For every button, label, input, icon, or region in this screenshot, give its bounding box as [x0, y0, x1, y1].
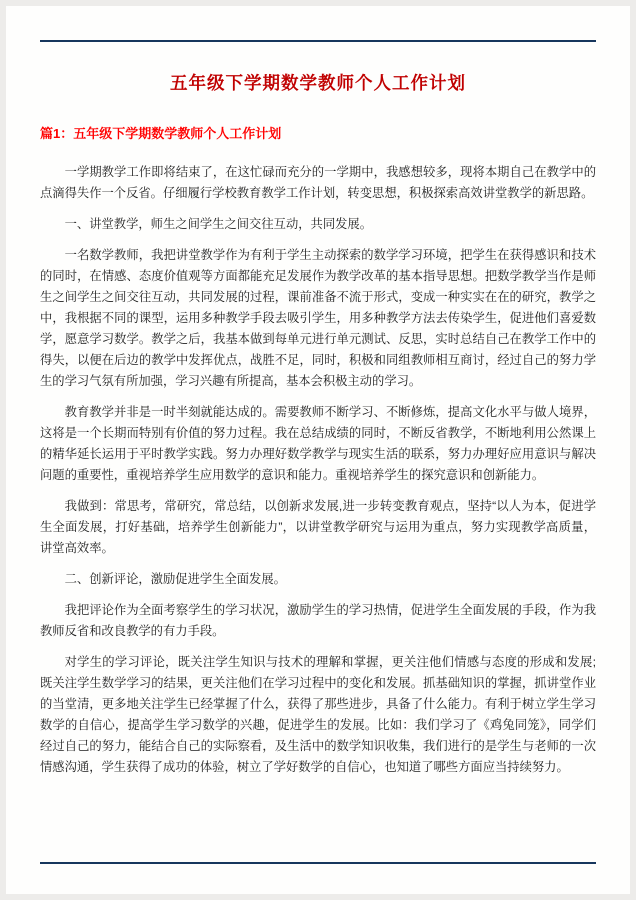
paragraph-classroom-teaching: 一名数学教师，我把讲堂教学作为有利于学生主动探索的数学学习环境，把学生在获得感识和技术的同时，在情感、态度价值观等方面都能充足发展作为教学改革的基本指导思想。把数学教学当作是师生之间学生之间交往互动，共同发展的过程，课前准备不流于形式，变成一种实实在在的研究，教学之中，我根据不同的课型，运用多种教学手段去吸引学生，用多种教学方法去传染学生，促进他们喜爱数学，愿意学习数学。教学之后，我基本做到每单元进行单元测试、反思，实时总结自己在教学工作中的得失，以便在后边的教学中发挥优点，战胜不足，同时，积极和同组教师相互商讨，经过自己的努力学生的学习气氛有所加强，学习兴趣有所提高，基本会积极主动的学习。 — [40, 248, 596, 388]
paragraph-section2-title: 二、创新评论，激励促进学生全面发展。 — [64, 572, 286, 586]
document-title: 五年级下学期数学教师个人工作计划 — [170, 73, 466, 93]
top-divider-rule — [40, 40, 596, 42]
document-content — [6, 6, 630, 778]
paragraph-continuous-learning: 教育教学并非是一时半刻就能达成的。需要教师不断学习、不断修炼，提高文化水平与做人境界，这将是一个长期而特别有价值的努力过程。我在总结成绩的同时，不断反省教学，不断地利用公然课上的精华延长运用于平时教学实践。努力办理好数学教学与现实生活的联系，努力办理好应用意识与解决问题的重要性，重视培养学生应用数学的意识和能力。重视培养学生的探究意识和创新能力。 — [40, 405, 596, 482]
section-heading: 篇1：五年级下学期数学教师个人工作计划 — [40, 126, 282, 141]
paragraph-evaluation-detail: 对学生的学习评论，既关注学生知识与技术的理解和掌握，更关注他们情感与态度的形成和发展;既关注学生数学学习的结果，更关注他们在学习过程中的变化和发展。抓基础知识的掌握，抓讲堂作业的当堂清，更多地关注学生已经掌握了什么，获得了那些进步，具备了什么能力。有利于树立学生学习数学的自信心，提高学生学习数学的兴趣，促进学生的发展。比如：我们学习了《鸡兔同笼》，同学们经过自己的努力，能结合自己的实际察看，及生活中的数学知识收集，我们进行的是学生与老师的一次情感沟通，学生获得了成功的体验，树立了学好数学的自信心，也知道了哪些方面应当持续努力。 — [40, 655, 596, 774]
bottom-divider-rule — [40, 862, 596, 864]
document-page — [6, 6, 630, 894]
paragraph-intro: 一学期教学工作即将结束了，在这忙碌而充分的一学期中，我感想较多，现将本期自己在教学中的点滴得失作一个反省。仔细履行学校教育教学工作计划，转变思想，积极探索高效讲堂教学的新思路。 — [40, 165, 596, 200]
paragraph-section1-title: 一、讲堂教学，师生之间学生之间交往互动，共同发展。 — [64, 217, 373, 231]
paragraph-principles: 我做到：常思考，常研究，常总结，以创新求发展,进一步转变教育观点，坚持“以人为本，促进学生全面发展，打好基础，培养学生创新能力”，以讲堂教学研究与运用为重点，努力实现教学高质量，讲堂高效率。 — [40, 499, 596, 555]
paragraph-evaluation-purpose: 我把评论作为全面考察学生的学习状况，激励学生的学习热情，促进学生全面发展的手段，作为我教师反省和改良教学的有力手段。 — [40, 603, 596, 638]
